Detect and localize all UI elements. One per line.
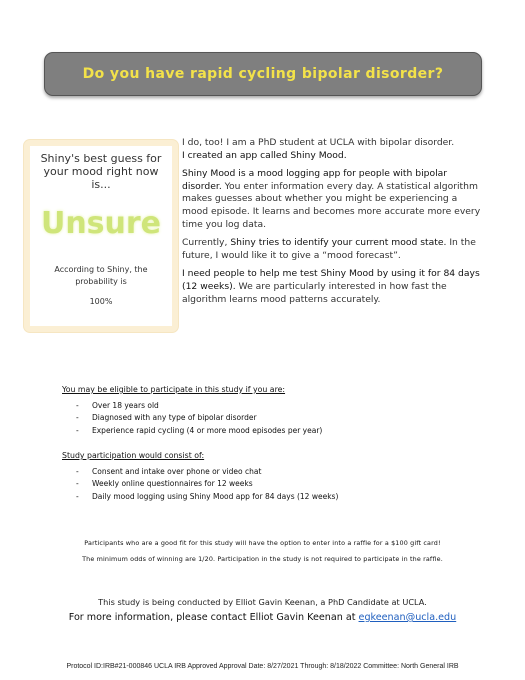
email-link[interactable]: egkeenan@ucla.edu <box>358 612 457 623</box>
eligibility-list <box>62 400 482 437</box>
participation-heading: Study participation would consist of: <box>62 451 205 460</box>
conducted-by: This study is being conducted by Elliot Gavin Keenan, a PhD Candidate at UCLA. <box>98 597 427 607</box>
title-banner <box>44 52 482 96</box>
intro-p3-rest: In the future, I would like it to give a “mood forecast”. <box>182 237 476 261</box>
list-item: - Over 18 years old <box>76 400 482 412</box>
intro-paragraph-2 <box>182 168 482 231</box>
intro-line-1: I do, too! I am a PhD student at UCLA with bipolar disorder. <box>182 137 455 148</box>
banner-title: Do you have rapid cycling bipolar disorder? <box>82 66 444 82</box>
raffle-line-1: Participants who are a good fit for this study will have the option to enter into a raffle for a $100 gift card! <box>84 539 441 547</box>
participation-section <box>62 451 482 503</box>
intro-p3-strong: Shiny tries to identify your current mood state. <box>230 237 447 249</box>
protocol-footer: Protocol ID:IRB#21-000846 UCLA IRB Approved Approval Date: 8/27/2021 Through: 8/18/2022 Committee: North General IRB <box>66 663 459 670</box>
mood-card <box>24 140 178 332</box>
intro-p4-strong: I need people to help me test Shiny Mood by using it for 84 days (12 weeks). <box>182 268 480 292</box>
intro-line-2: I created an app called Shiny Mood. <box>182 149 347 161</box>
intro-paragraph-4 <box>182 268 482 306</box>
probability-value: 100% <box>89 297 113 306</box>
participation-list <box>62 466 482 503</box>
intro-paragraph-1 <box>182 137 482 162</box>
intro-paragraph-3 <box>182 237 482 262</box>
intro-p2-rest: You enter information every day. A statistical algorithm makes guesses about whether you might be experiencing a mood episode. It learns and becomes more accurate more every time you log data. <box>182 180 481 230</box>
raffle-line-2: The minimum odds of winning are 1/20. Participation in the study is not required to participate in the raffle. <box>82 555 443 563</box>
contact-text: For more information, please contact Elliot Gavin Keenan at <box>68 612 359 623</box>
intro-p3-pre: Currently, <box>182 237 231 249</box>
intro-p4-rest: We are particularly interested in how fast the algorithm learns mood patterns accurately. <box>182 280 447 305</box>
list-item: - Consent and intake over phone or video chat <box>76 466 482 478</box>
eligibility-section <box>62 385 482 437</box>
contact-line <box>0 612 525 623</box>
list-item: - Experience rapid cycling (4 or more mood episodes per year) <box>76 425 482 437</box>
probability-label: According to Shiny, the probability is <box>54 265 148 286</box>
mood-value: Unsure <box>40 206 162 241</box>
eligibility-heading: You may be eligible to participate in this study if you are: <box>62 385 286 394</box>
list-item: - Diagnosed with any type of bipolar disorder <box>76 412 482 424</box>
list-item: - Daily mood logging using Shiny Mood app for 84 days (12 weeks) <box>76 491 482 503</box>
intro-p2-strong: Shiny Mood is a mood logging app for people with bipolar disorder. <box>182 168 448 192</box>
intro-text <box>182 137 482 312</box>
list-item: - Weekly online questionnaires for 12 weeks <box>76 478 482 490</box>
mood-card-title: Shiny's best guess for your mood right now is... <box>40 152 162 191</box>
